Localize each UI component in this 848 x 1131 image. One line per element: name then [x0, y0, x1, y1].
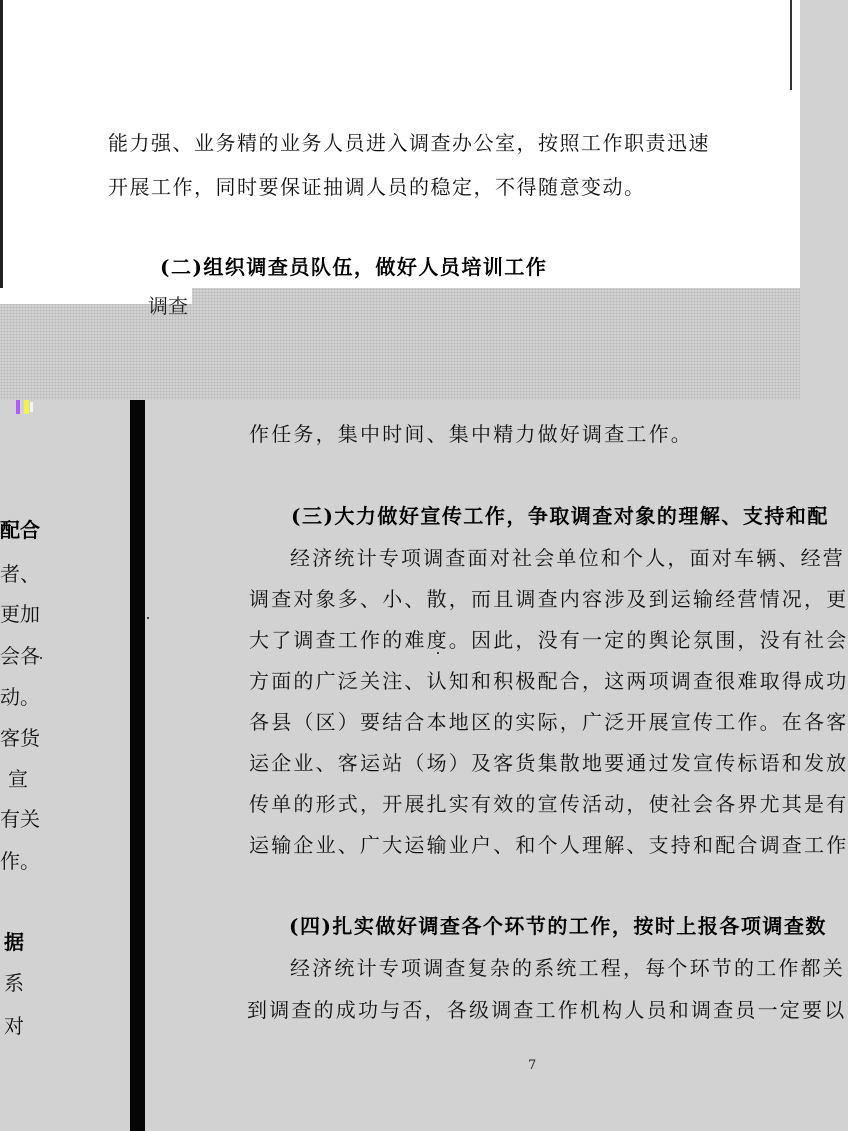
section-3-line-8: 运输企业、广大运输业户、和个人理解、支持和配合调查工作 [249, 833, 848, 857]
left-fragment-line-7: 宣 [8, 767, 28, 791]
section-4-line-2: 到调查的成功与否，各级调查工作机构人员和调查员一定要以 [247, 998, 847, 1022]
glitch-mark-purple [16, 400, 20, 414]
left-fragment-line-12: 对 [4, 1014, 24, 1038]
page-number: 7 [528, 1058, 537, 1073]
top-page-right-edge [790, 0, 792, 90]
left-fragment-line-11: 系 [4, 971, 24, 995]
page-divider-bar [130, 400, 145, 1131]
left-fragment-line-10: 据 [4, 930, 24, 954]
section-heading-2: (二)组织调查员队伍，做好人员培训工作 [160, 255, 548, 279]
left-fragment-line-3: 更加 [0, 602, 40, 626]
top-page-left-edge [0, 0, 3, 304]
right-paragraph-line-1: 作任务，集中时间、集中精力做好调查工作。 [249, 422, 693, 446]
left-fragment-line-8: 有关 [0, 807, 40, 831]
section-3-line-2: 调查对象多、小、散，而且调查内容涉及到运输经营情况，更 [249, 587, 848, 611]
left-fragment-line-2: 者、 [0, 562, 40, 586]
scan-speck [437, 652, 439, 654]
glitch-mark-yellow [24, 400, 29, 414]
scan-speck [147, 617, 149, 619]
section-3-line-5: 各县（区）要结合本地区的实际，广泛开展宣传工作。在各客 [249, 710, 848, 734]
left-fragment-line-1: 配合 [0, 518, 40, 542]
section-heading-4: (四)扎实做好调查各个环节的工作，按时上报各项调查数 [289, 914, 827, 938]
top-paragraph-line-1: 能力强、业务精的业务人员进入调查办公室，按照工作职责迅速 [108, 131, 710, 155]
dithered-gray-band [0, 288, 800, 400]
left-fragment-line-5: 动。 [0, 685, 40, 709]
left-fragment-line-4: 会各 [0, 644, 40, 668]
left-fragment-line-9: 作。 [0, 849, 40, 873]
top-paragraph-line-2: 开展工作，同时要保证抽调人员的稳定，不得随意变动。 [108, 175, 646, 199]
section-3-line-7: 传单的形式，开展扎实有效的宣传活动，使社会各界尤其是有 [249, 792, 848, 816]
scan-speck [40, 657, 42, 659]
section-3-line-6: 运企业、客运站（场）及客货集散地要通过发宣传标语和发放 [249, 751, 848, 775]
section-3-line-1: 经济统计专项调查面对社会单位和个人，面对车辆、经营 [290, 546, 845, 570]
section-3-line-3: 大了调查工作的难度。因此，没有一定的舆论氛围，没有社会 [249, 628, 848, 652]
section-3-line-4: 方面的广泛关注、认知和积极配合，这两项调查很难取得成功 [249, 669, 848, 693]
section-4-line-1: 经济统计专项调查复杂的系统工程，每个环节的工作都关 [290, 956, 845, 980]
cut-off-text [148, 290, 188, 304]
glitch-mark-white [30, 402, 33, 412]
left-fragment-line-6: 客货 [0, 726, 40, 750]
section-heading-3: (三)大力做好宣传工作，争取调查对象的理解、支持和配 [291, 504, 829, 528]
